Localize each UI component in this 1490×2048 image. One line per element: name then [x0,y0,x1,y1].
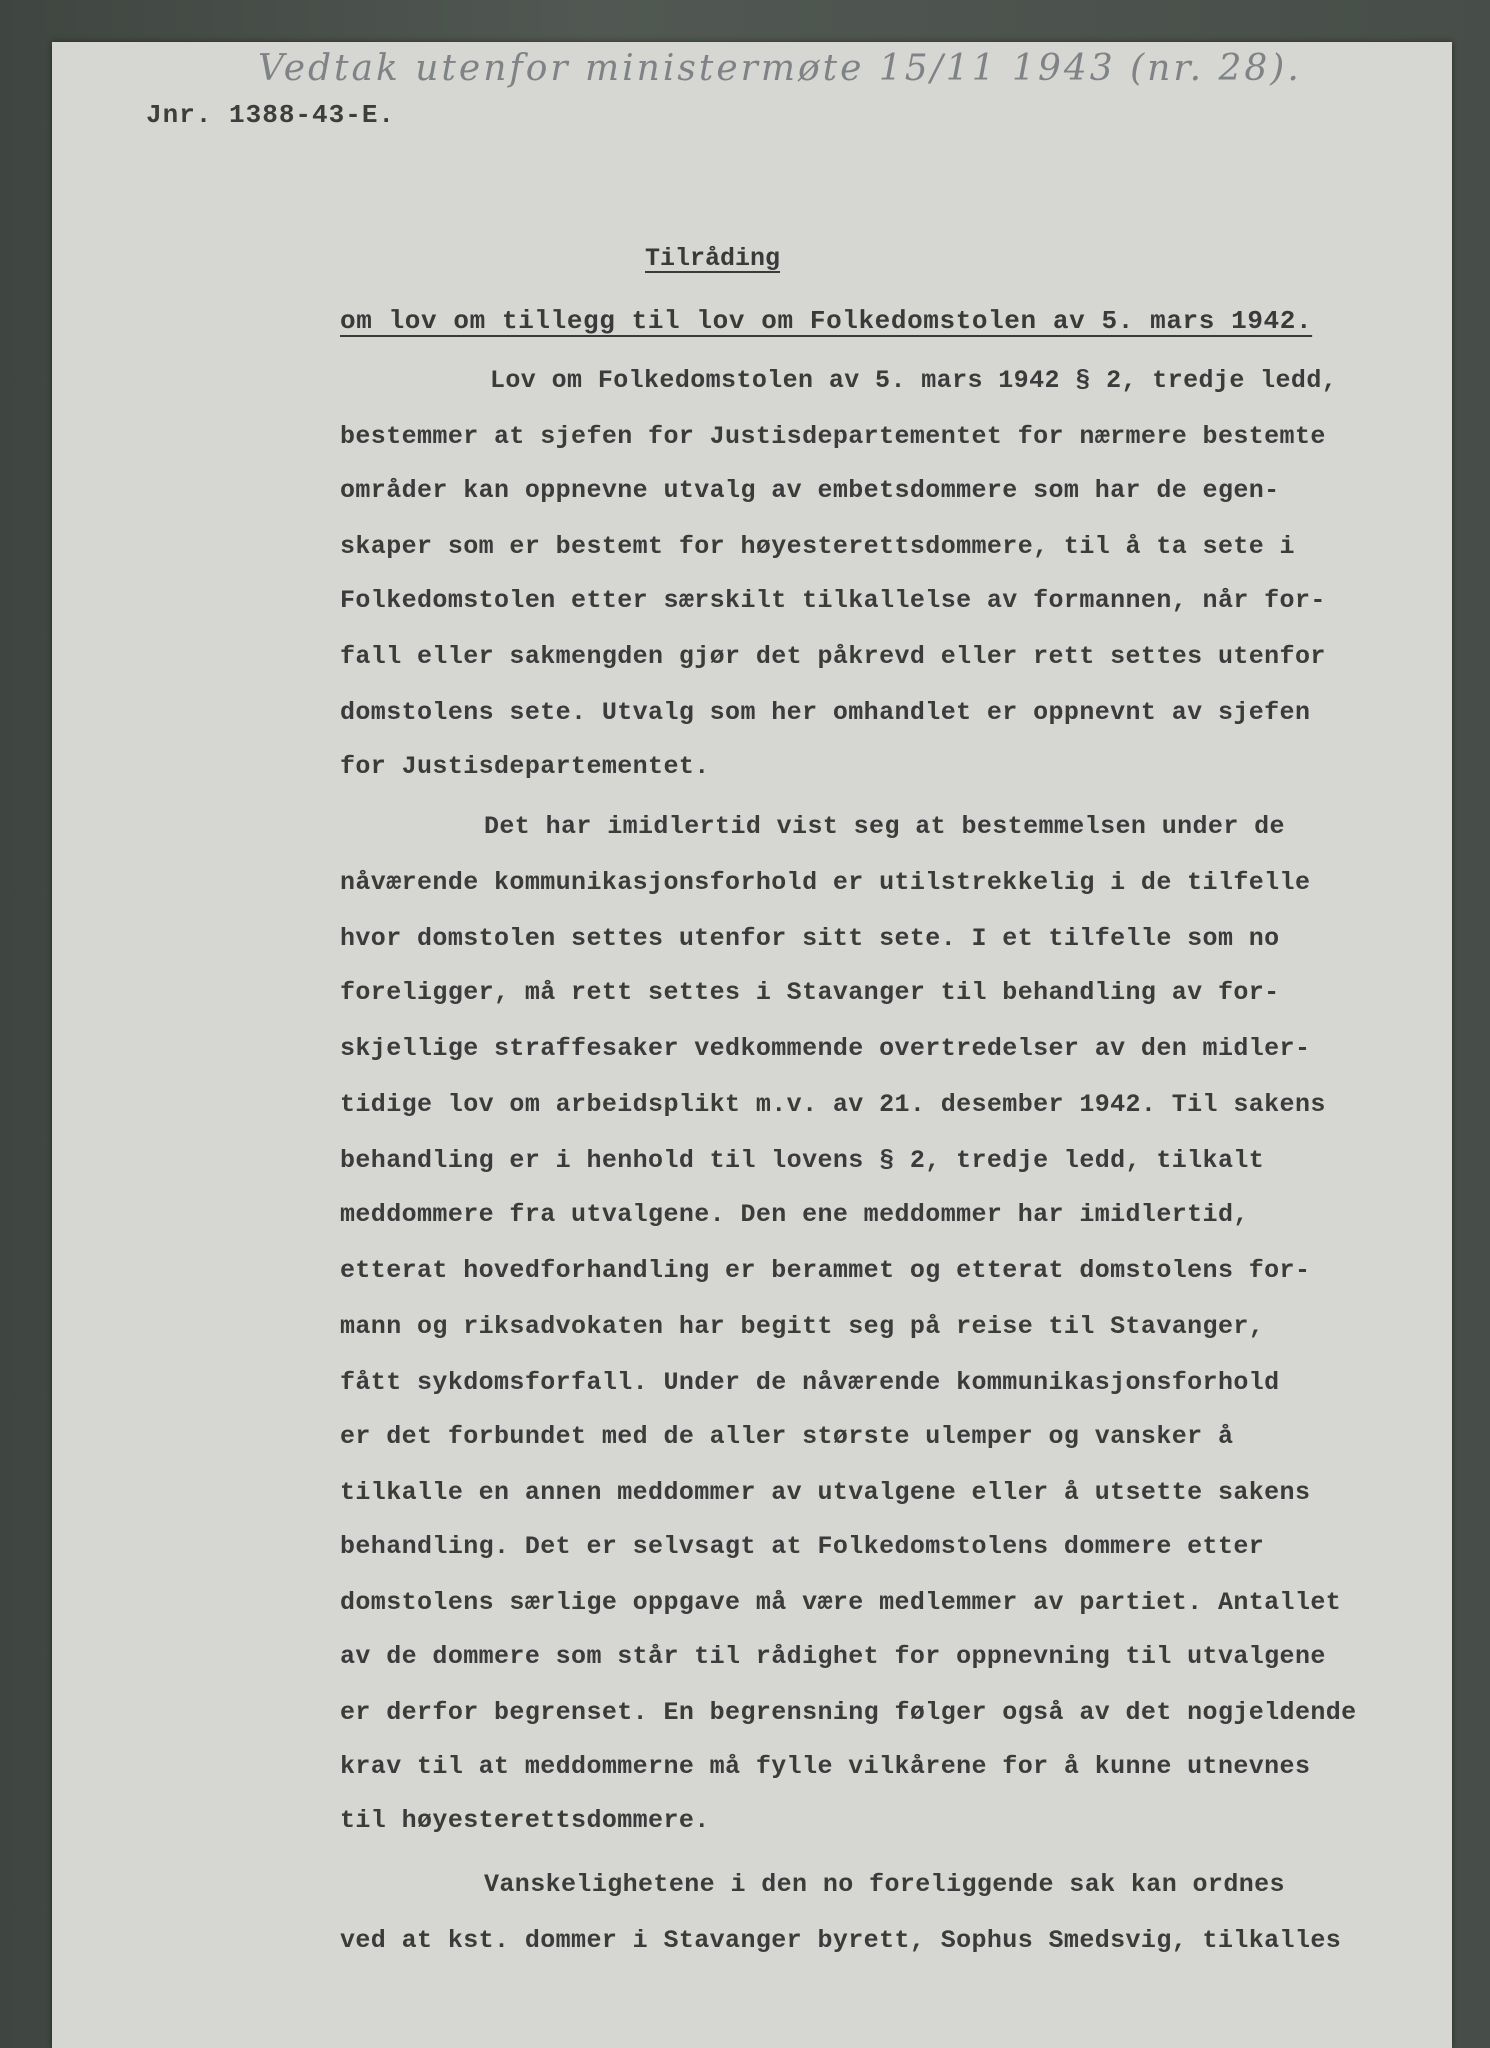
body-line: til høyesterettsdommere. [340,1806,710,1835]
body-line: Folkedomstolen etter særskilt tilkallelse av formannen, når for- [340,586,1326,615]
body-line: domstolens sete. Utvalg som her omhandlet er oppnevnt av sjefen [340,698,1311,727]
body-line: behandling. Det er selvsagt at Folkedomstolens dommere etter [340,1532,1265,1561]
body-line: krav til at meddommerne må fylle vilkårene for å kunne utnevnes [340,1752,1311,1781]
body-line: behandling er i henhold til lovens § 2, tredje ledd, tilkalt [340,1146,1265,1175]
journal-number: Jnr. 1388-43-E. [146,100,396,130]
body-line: er derfor begrenset. En begrensning følger også av det nogjeldende [340,1698,1357,1727]
body-line: tidige lov om arbeidsplikt m.v. av 21. desember 1942. Til sakens [340,1090,1326,1119]
body-line: av de dommere som står til rådighet for oppnevning til utvalgene [340,1642,1326,1671]
body-line: nåværende kommunikasjonsforhold er utilstrekkelig i de tilfelle [340,868,1311,897]
body-line: fått sykdomsforfall. Under de nåværende kommunikasjonsforhold [340,1368,1280,1397]
body-line: skaper som er bestemt for høyesterettsdommere, til å ta sete i [340,532,1295,561]
body-line: meddommere fra utvalgene. Den ene meddommer har imidlertid, [340,1200,1249,1229]
document-subtitle: om lov om tillegg til lov om Folkedomstolen av 5. mars 1942. [340,306,1313,336]
body-line: for Justisdepartementet. [340,752,710,781]
body-line: Vanskelighetene i den no foreliggende sak kan ordnes [484,1870,1285,1899]
body-line: mann og riksadvokaten har begitt seg på reise til Stavanger, [340,1312,1265,1341]
body-line: foreligger, må rett settes i Stavanger til behandling av for- [340,978,1280,1007]
body-line: skjellige straffesaker vedkommende overtredelser av den midler- [340,1034,1311,1063]
handwritten-annotation: Vedtak utenfor ministermøte 15/11 1943 (nr. 28). [258,48,1302,89]
body-line: ved at kst. dommer i Stavanger byrett, Sophus Smedsvig, tilkalles [340,1926,1342,1955]
body-line: domstolens særlige oppgave må være medlemmer av partiet. Antallet [340,1588,1342,1617]
body-line: hvor domstolen settes utenfor sitt sete. I et tilfelle som no [340,924,1280,953]
body-line: fall eller sakmengden gjør det påkrevd eller rett settes utenfor [340,642,1326,671]
document-title: Tilråding [645,244,781,273]
body-line: tilkalle en annen meddommer av utvalgene eller å utsette sakens [340,1478,1311,1507]
body-line: etterat hovedforhandling er berammet og etterat domstolens for- [340,1256,1311,1285]
body-line: bestemmer at sjefen for Justisdepartementet for nærmere bestemte [340,422,1326,451]
body-line: er det forbundet med de aller største ulemper og vansker å [340,1422,1234,1451]
body-line: Det har imidlertid vist seg at bestemmelsen under de [484,812,1285,841]
body-line: områder kan oppnevne utvalg av embetsdommere som har de egen- [340,476,1280,505]
body-line: Lov om Folkedomstolen av 5. mars 1942 § 2, tredje ledd, [490,366,1338,395]
